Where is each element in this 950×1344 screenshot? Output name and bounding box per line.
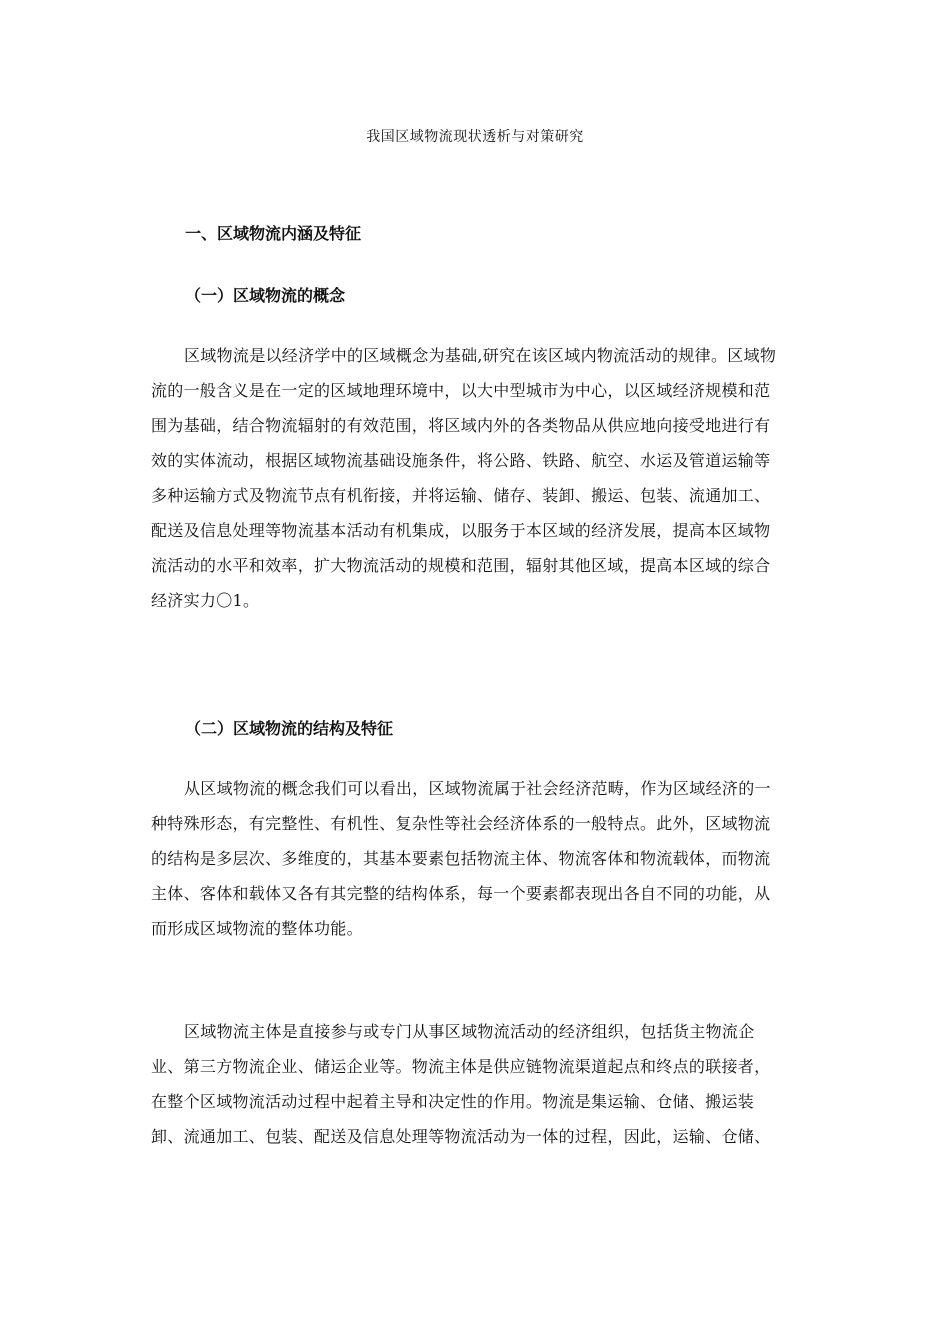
paragraph-line: 效的实体流动，根据区域物流基础设施条件，将公路、铁路、航空、水运及管道运输等 <box>151 451 771 470</box>
paragraph-line: 区域物流主体是直接参与或专门从事区域物流活动的经济组织，包括货主物流企 <box>184 1022 755 1041</box>
paragraph-line: 的结构是多层次、多维度的，其基本要素包括物流主体、物流客体和物流载体，而物流 <box>151 849 771 868</box>
section-heading: 一、区域物流内涵及特征 <box>185 224 362 243</box>
paragraph-line: 而形成区域物流的整体功能。 <box>151 919 363 938</box>
paragraph-line: 流的一般含义是在一定的区域地理环境中，以大中型城市为中心，以区域经济规模和范 <box>151 381 771 400</box>
paragraph-line: 流活动的水平和效率，扩大物流活动的规模和范围，辐射其他区域，提高本区域的综合 <box>151 556 771 575</box>
paragraph-line: 业、第三方物流企业、储运企业等。物流主体是供应链物流渠道起点和终点的联接者， <box>151 1057 771 1076</box>
subsection-heading-concept: （一）区域物流的概念 <box>185 286 346 305</box>
subsection-heading-structure: （二）区域物流的结构及特征 <box>185 719 394 738</box>
paragraph-structure-2 <box>151 1014 791 1154</box>
paragraph-line: 从区域物流的概念我们可以看出，区域物流属于社会经济范畴，作为区域经济的一 <box>184 779 771 798</box>
paragraph-line: 经济实力〇1。 <box>151 591 260 610</box>
paragraph-line: 配送及信息处理等物流基本活动有机集成，以服务于本区域的经济发展，提高本区域物 <box>151 521 771 540</box>
paragraph-line: 围为基础，结合物流辐射的有效范围，将区域内外的各类物品从供应地向接受地进行有 <box>151 416 771 435</box>
document-title: 我国区域物流现状透析与对策研究 <box>366 129 584 145</box>
paragraph-line: 在整个区域物流活动过程中起着主导和决定性的作用。物流是集运输、仓储、搬运装 <box>151 1092 755 1111</box>
paragraph-line: 区域物流是以经济学中的区域概念为基础,研究在该区域内物流活动的规律。区域物 <box>184 346 777 365</box>
paragraph-line: 多种运输方式及物流节点有机衔接，并将运输、储存、装卸、搬运、包装、流通加工、 <box>151 486 771 505</box>
paragraph-line: 卸、流通加工、包装、配送及信息处理等物流活动为一体的过程，因此，运输、仓储、 <box>151 1127 771 1146</box>
paragraph-concept <box>151 338 791 618</box>
paragraph-line: 主体、客体和载体又各有其完整的结构体系，每一个要素都表现出各自不同的功能，从 <box>151 884 771 903</box>
paragraph-structure-1 <box>151 771 791 946</box>
paragraph-line: 种特殊形态，有完整性、有机性、复杂性等社会经济体系的一般特点。此外，区域物流 <box>151 814 771 833</box>
